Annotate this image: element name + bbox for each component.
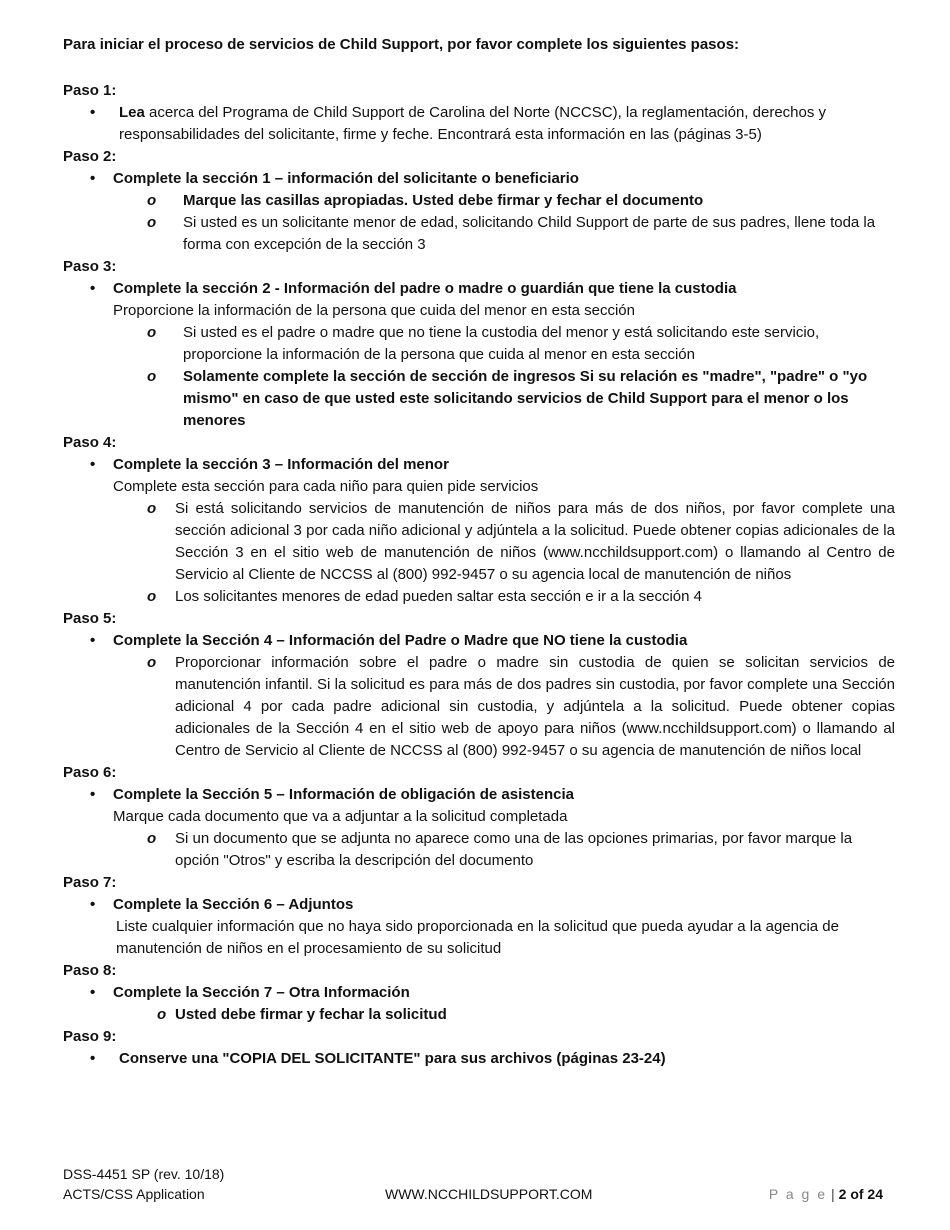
- step-4-bullet-text: Complete la sección 3 – Información del menor: [113, 456, 449, 473]
- step-2-sub-1-text: Marque las casillas apropiadas. Usted debe firmar y fechar el documento: [183, 192, 704, 209]
- page-footer: [63, 1164, 883, 1204]
- footer-left: [63, 1164, 224, 1204]
- step-4-sub-2-text: Los solicitantes menores de edad pueden saltar esta sección e ir a la sección 4: [175, 588, 702, 605]
- circle-bullet-icon: o: [147, 588, 157, 605]
- step-7-note: Liste cualquier información que no haya sido proporcionada en la solicitud que pueda ayudar a la agencia de manutención de niños en el procesamiento de su solicitud: [116, 918, 839, 957]
- step-1-text: acerca del Programa de Child Support de Carolina del Norte (NCCSC), la reglamentación, derechos y responsabilidades del solicitante, firme y feche. Encontrará esta información en las (páginas 3-5): [119, 104, 827, 143]
- bullet-icon: •: [90, 632, 96, 649]
- step-2-bullet: [63, 168, 895, 190]
- bullet-icon: •: [90, 1050, 96, 1067]
- step-3-title: Paso 3:: [63, 258, 117, 275]
- bullet-icon: •: [90, 786, 96, 803]
- step-5-bullet: [63, 630, 895, 652]
- bullet-icon: •: [90, 170, 96, 187]
- step-1-bullet: [63, 102, 895, 146]
- step-2-sub-2: [63, 212, 895, 256]
- step-1-title: Paso 1:: [63, 82, 117, 99]
- circle-bullet-icon: o: [147, 214, 157, 231]
- step-6-sub-1: [63, 828, 895, 872]
- step-9-bullet: [63, 1048, 895, 1070]
- bullet-icon: •: [90, 896, 96, 913]
- circle-bullet-icon: o: [147, 654, 157, 671]
- step-8-title: Paso 8:: [63, 962, 117, 979]
- footer-website: WWW.NCCHILDSUPPORT.COM: [385, 1186, 593, 1202]
- step-8-sub-1: [63, 1004, 895, 1026]
- form-id: DSS-4451 SP (rev. 10/18): [63, 1166, 225, 1182]
- step-3-sub-2-text: Solamente complete la sección de sección de ingresos Si su relación es "madre", "padre" o "yo mismo" en caso de que usted este solicitando servicios de Child Support para el menor o los menores: [183, 368, 868, 429]
- page-separator: |: [831, 1186, 835, 1202]
- step-6-title: Paso 6:: [63, 764, 117, 781]
- step-3-note: Proporcione la información de la persona que cuida del menor en esta sección: [113, 302, 635, 319]
- circle-bullet-icon: o: [147, 368, 157, 385]
- bullet-icon: •: [90, 456, 96, 473]
- bullet-icon: •: [90, 104, 96, 121]
- step-1-lead: Lea: [119, 104, 145, 121]
- step-2-sub-2-text: Si usted es un solicitante menor de edad, solicitando Child Support de parte de sus padres, llene toda la forma con excepción de la sección 3: [183, 214, 876, 253]
- step-2-bullet-text: Complete la sección 1 – información del solicitante o beneficiario: [113, 170, 579, 187]
- step-8-sub-1-text: Usted debe firmar y fechar la solicitud: [175, 1006, 447, 1023]
- step-5-sub-1: [63, 652, 895, 762]
- circle-bullet-icon: o: [147, 324, 157, 341]
- step-8-bullet-text: Complete la Sección 7 – Otra Información: [113, 984, 410, 1001]
- step-3-sub-1: [63, 322, 895, 366]
- step-4-bullet: [63, 454, 895, 476]
- step-4-sub-1-text: Si está solicitando servicios de manutención de niños para más de dos niños, por favor complete una sección adicional 3 por cada niño adicional y adjúntela a la solicitud. Puede obtener copias adicionales de la Sección 3 en el sitio web de manutención de niños (www.ncchildsupport.com) o llamando al Centro de Servicio al Cliente de NCCSS al (800) 992-9457 o su agencia local de manutención de niños: [175, 500, 895, 583]
- page-number: 2 of 24: [838, 1186, 883, 1202]
- step-4-note: Complete esta sección para cada niño para quien pide servicios: [113, 478, 539, 495]
- bullet-icon: •: [90, 280, 96, 297]
- circle-bullet-icon: o: [147, 192, 157, 209]
- step-9-bullet-text: Conserve una "COPIA DEL SOLICITANTE" para sus archivos (páginas 23-24): [119, 1050, 666, 1067]
- step-4-sub-2: [63, 586, 895, 608]
- step-2-title: Paso 2:: [63, 148, 117, 165]
- step-2-sub-1: [63, 190, 895, 212]
- step-3-bullet-text: Complete la sección 2 - Información del padre o madre o guardián que tiene la custodia: [113, 280, 737, 297]
- page-label: P a g e: [768, 1186, 827, 1202]
- step-6-bullet-text: Complete la Sección 5 – Información de obligación de asistencia: [113, 786, 574, 803]
- step-3-sub-2: [63, 366, 895, 432]
- step-6-sub-1-text: Si un documento que se adjunta no aparece como una de las opciones primarias, por favor marque la opción "Otros" y escriba la descripción del documento: [175, 830, 853, 869]
- circle-bullet-icon: o: [147, 830, 157, 847]
- step-5-sub-1-text: Proporcionar información sobre el padre o madre sin custodia de quien se solicitan servicios de manutención infantil. Si la solicitud es para más de dos padres sin custodia, por favor complete una Sección adicional 4 por cada padre adicional sin custodia, y adjúntela a la solicitud. Puede obtener copias adicionales de la Sección 4 en el sitio web de apoyo para niños (www.ncchildsupport.com) o llamando al Centro de Servicio al Cliente de NCCSS al (800) 992-9457 o su agencia de manutención de niños local: [175, 654, 895, 759]
- bullet-icon: •: [90, 984, 96, 1001]
- step-6-note: Marque cada documento que va a adjuntar a la solicitud completada: [113, 808, 568, 825]
- step-7-bullet: [63, 894, 895, 916]
- step-6-bullet: [63, 784, 895, 806]
- intro-text: Para iniciar el proceso de servicios de Child Support, por favor complete los siguientes pasos:: [63, 36, 740, 53]
- app-name: ACTS/CSS Application: [63, 1186, 205, 1202]
- step-5-title: Paso 5:: [63, 610, 117, 627]
- step-5-bullet-text: Complete la Sección 4 – Información del Padre o Madre que NO tiene la custodia: [113, 632, 688, 649]
- step-8-bullet: [63, 982, 895, 1004]
- step-3-bullet: [63, 278, 895, 300]
- step-4-sub-1: [63, 498, 895, 586]
- step-7-bullet-text: Complete la Sección 6 – Adjuntos: [113, 896, 354, 913]
- step-9-title: Paso 9:: [63, 1028, 117, 1045]
- page-indicator: [769, 1184, 883, 1204]
- step-7-title: Paso 7:: [63, 874, 117, 891]
- circle-bullet-icon: o: [157, 1006, 167, 1023]
- circle-bullet-icon: o: [147, 500, 157, 517]
- step-3-sub-1-text: Si usted es el padre o madre que no tiene la custodia del menor y está solicitando este servicio, proporcione la información de la persona que cuida al menor en esta sección: [183, 324, 820, 363]
- instructions-page: [63, 34, 895, 1070]
- step-4-title: Paso 4:: [63, 434, 117, 451]
